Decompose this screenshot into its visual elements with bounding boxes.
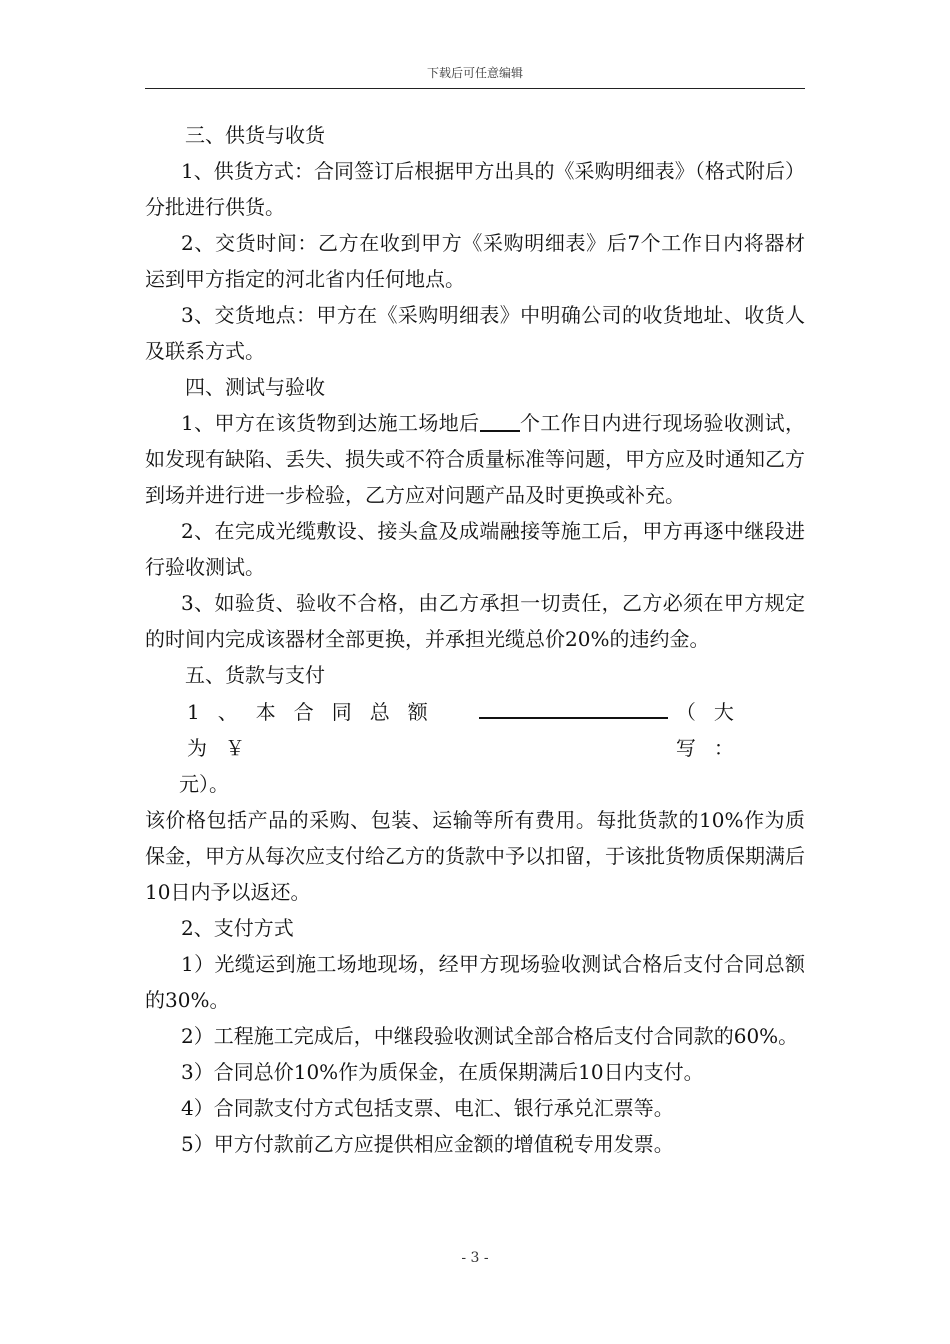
section-3-item-3: 3、交货地点：甲方在《采购明细表》中明确公司的收货地址、收货人及联系方式。 [145, 303, 805, 363]
page-header: 下载后可任意编辑 [426, 66, 523, 80]
section-3-item-1: 1、供货方式：合同签订后根据甲方出具的《采购明细表》（格式附后）分批进行供货。 [145, 159, 805, 219]
section-3-item-2: 2、交货时间：乙方在收到甲方《采购明细表》后7个工作日内将器材运到甲方指定的河北省内任何地点。 [145, 231, 805, 291]
section-3-title: 三、供货与收货 [185, 123, 325, 147]
section-4-item-3: 3、如验货、验收不合格，由乙方承担一切责任，乙方必须在甲方规定的时间内完成该器材全部更换，并承担光缆总价20%的违约金。 [145, 591, 805, 651]
payment-item-4: 4）合同款支付方式包括支票、电汇、银行承兑汇票等。 [181, 1096, 674, 1120]
payment-item-2: 2）工程施工完成后，中继段验收测试全部合格后支付合同款的60%。 [181, 1024, 799, 1048]
section-4-title: 四、测试与验收 [185, 375, 325, 399]
payment-method-title: 2、支付方式 [181, 916, 294, 940]
header-divider [145, 88, 805, 89]
section-4-item-1-post: 个工作日内进行现场验收测试，如发现有缺陷、丢失、损失或不符合质量标准等问题，甲方应及时通知乙方到场并进行进一步检验，乙方应对问题产品及时更换或补充。 [145, 411, 806, 507]
amount-unit: 元）。 [179, 772, 229, 796]
contract-amount-label: 1、本合同总额为￥ [187, 700, 446, 760]
amount-uppercase-label: （大写： [675, 700, 752, 760]
section-4-item-1 [145, 405, 805, 513]
section-4-item-2: 2、在完成光缆敷设、接头盒及成端融接等施工后，甲方再逐中继段进行验收测试。 [145, 519, 805, 579]
page-number: - 3 - [461, 1250, 489, 1266]
section-5-title: 五、货款与支付 [185, 663, 325, 687]
payment-item-3: 3）合同总价10%作为质保金，在质保期满后10日内支付。 [181, 1060, 704, 1084]
days-blank-field [480, 410, 520, 432]
section-4-item-1-pre: 1、甲方在该货物到达施工场地后 [181, 411, 480, 435]
amount-blank-field [479, 693, 668, 719]
payment-item-5: 5）甲方付款前乙方应提供相应金额的增值税专用发票。 [181, 1132, 674, 1156]
contract-amount-line [145, 693, 805, 766]
payment-item-1: 1）光缆运到施工场地现场，经甲方现场验收测试合格后支付合同总额的30%。 [145, 952, 805, 1012]
section-5-item-1-continuation: 该价格包括产品的采购、包装、运输等所有费用。每批货款的10%作为质保金，甲方从每次应支付给乙方的货款中予以扣留，于该批货物质保期满后10日内予以返还。 [145, 808, 805, 904]
document-body [145, 117, 805, 1162]
